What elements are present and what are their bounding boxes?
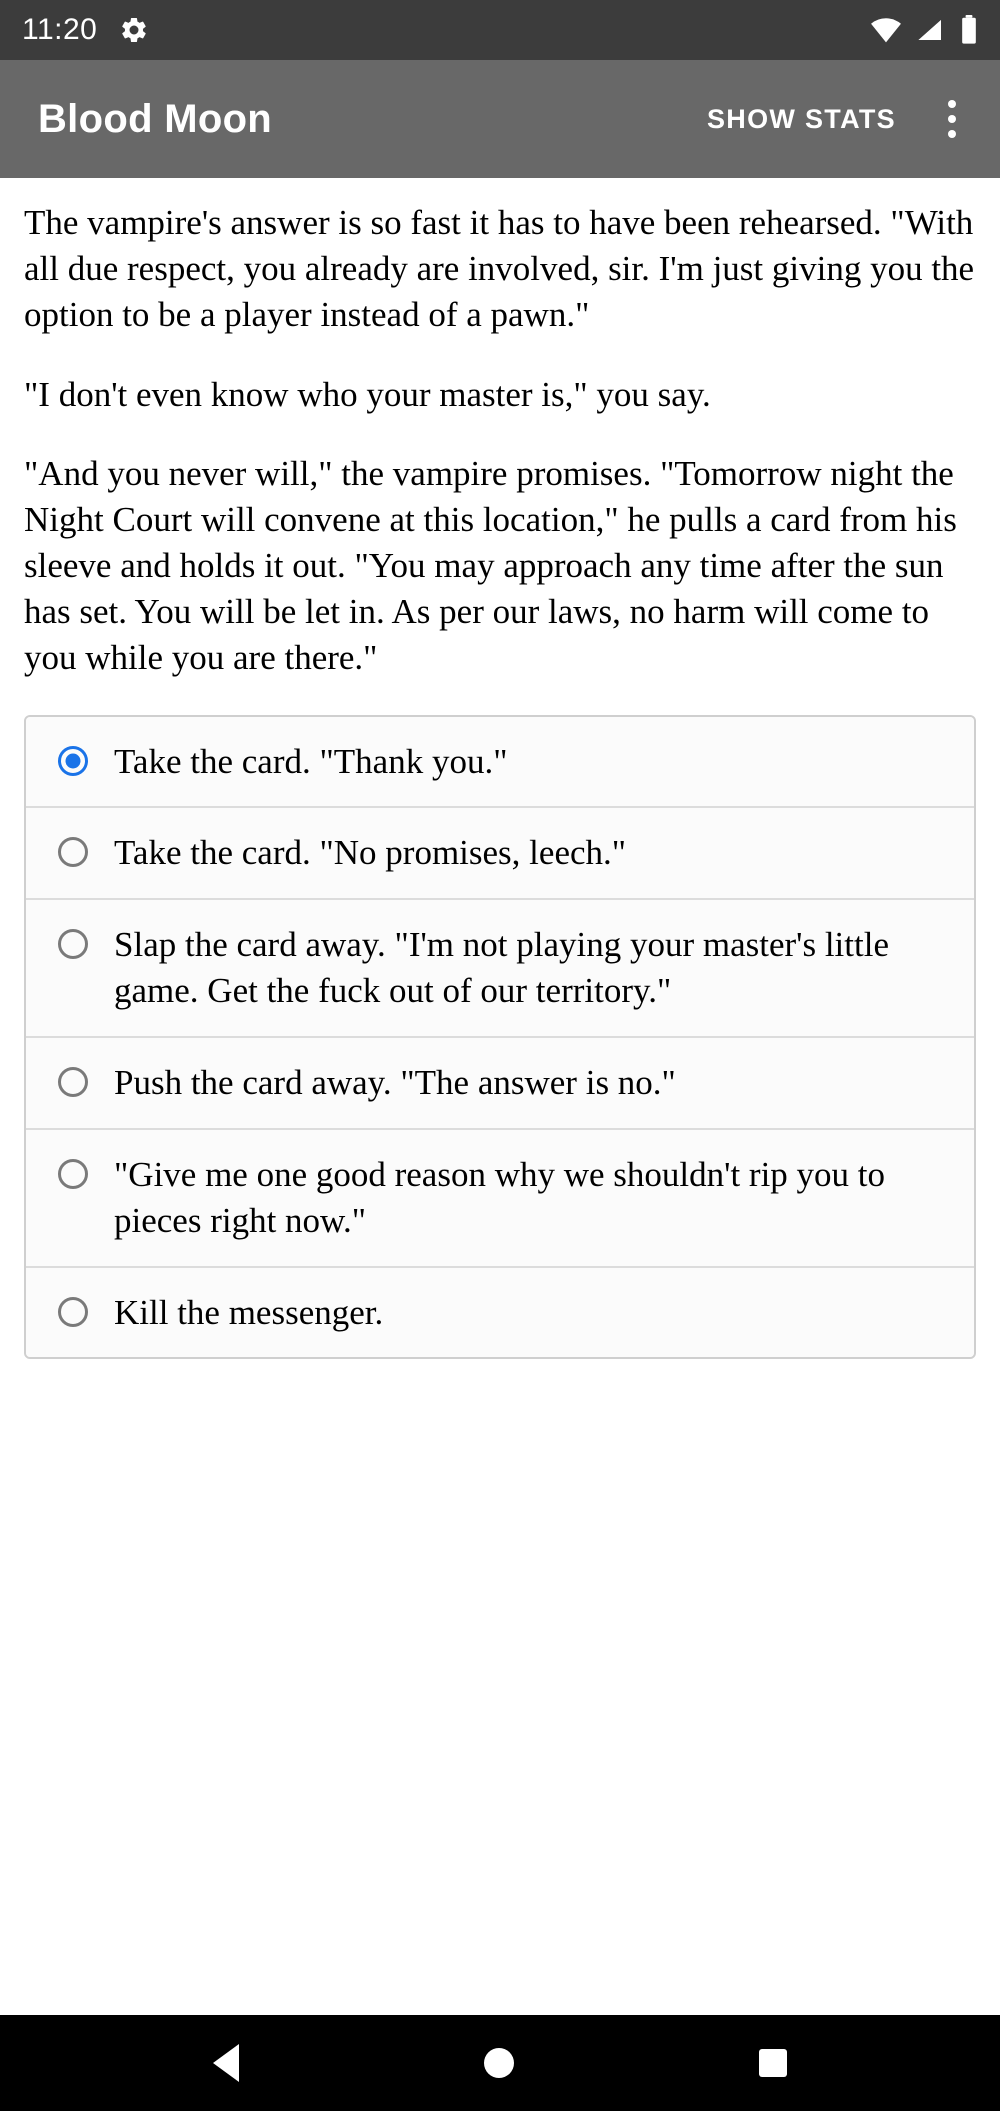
radio-button-icon[interactable] <box>58 1159 88 1189</box>
story-paragraph: The vampire's answer is so fast it has to have been rehearsed. "With all due respect, you already are involved, sir. I'm just giving you the option to be a player instead of a pawn." <box>24 203 975 334</box>
choice-option[interactable] <box>26 1130 974 1268</box>
choice-option[interactable] <box>26 1268 974 1358</box>
choice-option[interactable] <box>26 900 974 1038</box>
choice-label: Push the card away. "The answer is no." <box>114 1062 676 1102</box>
battery-icon <box>960 15 978 45</box>
radio-button-icon[interactable] <box>58 746 88 776</box>
choice-label: "Give me one good reason why we shouldn't rip you to pieces right now." <box>114 1154 886 1240</box>
choice-list <box>24 715 976 1360</box>
home-icon[interactable] <box>484 2048 514 2078</box>
recents-icon[interactable] <box>759 2049 787 2077</box>
navigation-bar <box>0 2015 1000 2111</box>
choice-label: Take the card. "Thank you." <box>114 741 508 781</box>
choice-option[interactable] <box>26 1038 974 1130</box>
app-bar <box>0 60 1000 178</box>
radio-button-icon[interactable] <box>58 929 88 959</box>
story-content <box>0 178 1000 2015</box>
radio-button-icon[interactable] <box>58 1297 88 1327</box>
overflow-menu-icon[interactable] <box>924 91 980 147</box>
choice-option[interactable] <box>26 808 974 900</box>
story-paragraph: "And you never will," the vampire promises. "Tomorrow night the Night Court will convene at this location," he pulls a card from his sleeve and holds it out. "You may approach any time after the sun has set. You will be let in. As per our laws, no harm will come to you while you are there." <box>24 454 957 677</box>
radio-button-icon[interactable] <box>58 1067 88 1097</box>
choice-option[interactable] <box>26 717 974 809</box>
choice-label: Kill the messenger. <box>114 1292 384 1332</box>
status-bar <box>0 0 1000 60</box>
choice-label: Take the card. "No promises, leech." <box>114 833 627 873</box>
wifi-icon <box>870 17 902 43</box>
radio-button-icon[interactable] <box>58 837 88 867</box>
status-left-icons <box>119 15 149 45</box>
status-right-icons <box>870 15 978 45</box>
gear-icon <box>119 15 149 45</box>
page-title: Blood Moon <box>38 96 273 141</box>
story-paragraph: "I don't even know who your master is," you say. <box>24 374 711 414</box>
show-stats-button[interactable]: SHOW STATS <box>707 103 896 134</box>
signal-icon <box>916 17 946 43</box>
status-time: 11:20 <box>22 13 98 46</box>
choice-label: Slap the card away. "I'm not playing your master's little game. Get the fuck out of our territory." <box>114 925 889 1011</box>
back-icon[interactable] <box>213 2044 239 2082</box>
